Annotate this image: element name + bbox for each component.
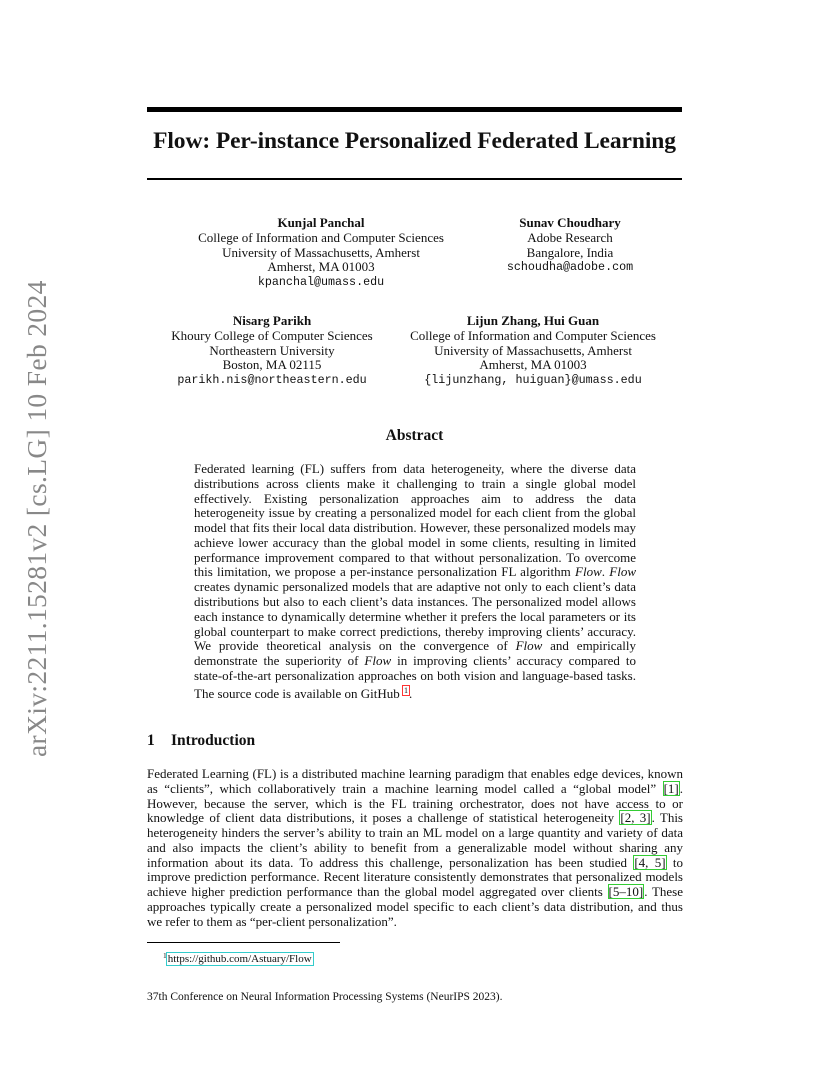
author-affiliation-line: Amherst, MA 01003 [267,259,375,275]
author-name: Lijun Zhang, Hui Guan [466,313,600,328]
title-rule-top [147,107,682,112]
footnote-divider [147,942,340,943]
title-rule-bottom [147,178,682,180]
footnote-marker-link[interactable]: 1 [404,685,409,695]
author-affiliation-line: Amherst, MA 01003 [479,357,587,373]
author-affiliation-line: College of Information and Computer Sciences [410,327,656,343]
author-name: Sunav Choudhary [519,215,621,230]
abstract-text: Federated learning (FL) suffers from data heterogeneity, where the diverse data distributions across clients make it challenging to train a single global model effectively. Existing personalization approaches aim to address the data heterogeneity issue by creating a personalized model for each client from the global model that fits their local data distribution. However, these personalized models may achieve lower accuracy than the global model in some clients, resulting in limited performance improvement compared to that without personalization. To overcome this limitation, we propose a per-instance personalization FL algorithm Flow. Flow creates dynamic personalized models that are adaptive not only to each client’s data distributions but also to each client’s data instances. The personalized model allows each instance to dynamically determine whether it prefers the local parameters or its global counterpart to make correct predictions, thereby improving clients’ accuracy. We provide theoretical analysis on the convergence of Flow and empirically demonstrate the superiority of Flow in improving clients’ accuracy compared to state-of-the-art personalization approaches on both vision and language-based tasks. The source code is available on GitHub $^1$. [194,461,637,701]
conference-note: 37th Conference on Neural Information Processing Systems (NeurIPS 2023). [147,991,503,1003]
author-block-parikh [150,314,394,388]
section-title: Introduction [171,732,256,749]
footnote [163,949,313,966]
citation-link[interactable]: [5–10] [608,884,644,900]
author-block-choudhary [470,216,670,275]
author-name: Kunjal Panchal [277,215,365,230]
citation-link[interactable]: [2, 3] [620,810,651,826]
github-url-link[interactable]: https://github.com/Astuary/Flow [167,953,312,965]
introduction-text: Federated Learning (FL) is a distributed machine learning paradigm that enables edge devices, known as “clients”, which collaboratively train a machine learning model called a “global model” [1]. However, because the server, which is the FL training orchestrator, does not have access to or knowledge of client data distributions, it poses a challenge of statistical heterogeneity [2, 3]. This heterogeneity hinders the server’s ability to train an ML model on a large quantity and variety of data and also impacts the client’s ability to benefit from a generalizable model without sharing any information about its data. To address this challenge, personalization has been studied [4, 5] to improve prediction performance. Recent literature consistently demonstrates that personalized models achieve higher prediction performance than the global model aggregated over clients [5–10]. These approaches typically create a personalized model specific to each client’s data distribution, and thus we refer to them as “per-client personalization”. [147,766,683,929]
section-number: 1 [147,732,155,749]
author-name: Nisarg Parikh [232,313,312,328]
author-affiliation-line: Northeastern University [209,342,335,358]
author-affiliation-line: Boston, MA 02115 [222,357,322,373]
author-affiliation-line: College of Information and Computer Sciences [198,229,444,245]
footnote-mark: 1 [163,951,167,960]
author-affiliation-line: Bangalore, India [526,244,614,260]
author-affiliation-line: Adobe Research [527,229,613,245]
author-email: schoudha@adobe.com [506,260,634,275]
paper-title: Flow: Per-instance Personalized Federated Learning [153,128,676,154]
author-block-zhang-guan [393,314,673,388]
section-heading-introduction [147,732,682,750]
author-affiliation-line: University of Massachusetts, Amherst [434,342,632,358]
citation-link[interactable]: [4, 5] [634,854,666,870]
author-email: parikh.nis@northeastern.edu [177,373,367,388]
author-affiliation-line: University of Massachusetts, Amherst [222,244,420,260]
arxiv-identifier-stamp: arXiv:2211.15281v2 [cs.LG] 10 Feb 2024 [21,280,52,757]
author-affiliation-line: Khoury College of Computer Sciences [171,327,373,343]
citation-link[interactable]: [1] [663,780,679,796]
author-block-panchal [171,216,471,290]
abstract-heading: Abstract [385,427,444,444]
author-email: {lijunzhang, huiguan}@umass.edu [424,373,642,388]
author-email: kpanchal@umass.edu [257,275,385,290]
